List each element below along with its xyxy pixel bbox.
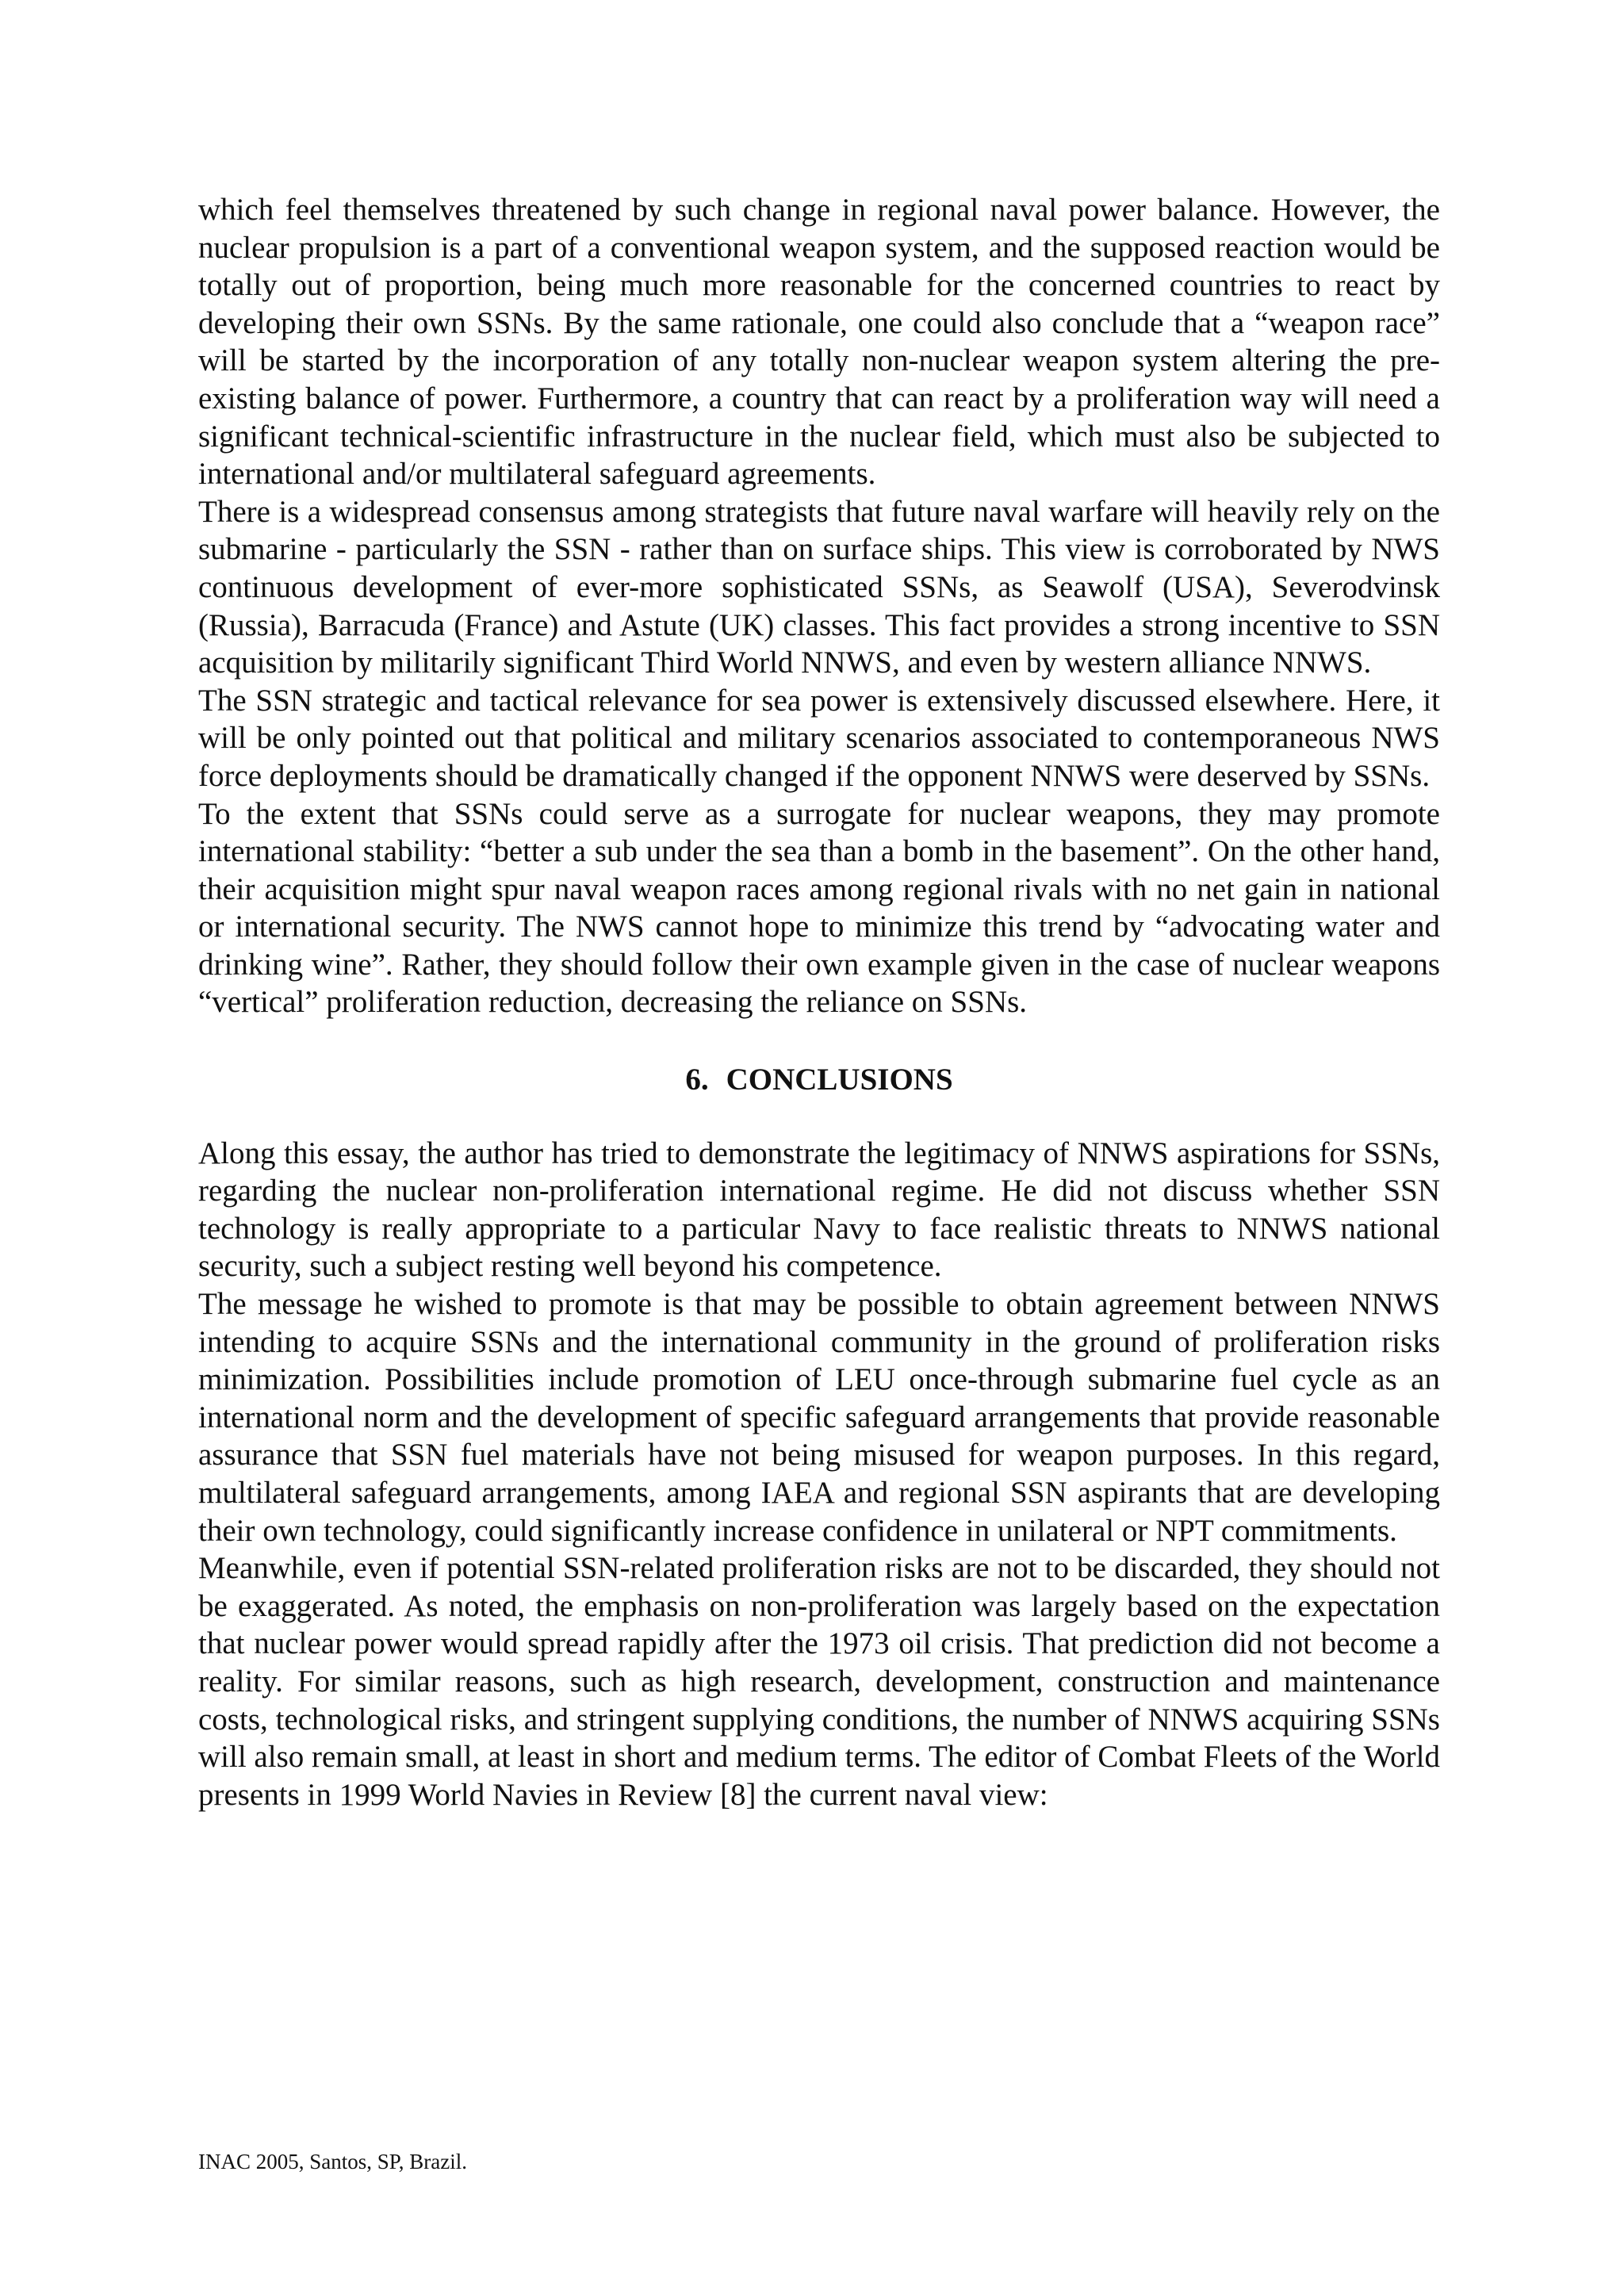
- paragraph-proliferation-risks: Meanwhile, even if potential SSN-related proliferation risks are not to be discarded, they should not be exaggerated. As noted, the emphasis on non-proliferation was largely based on the expectation that nuclear power would spread rapidly after the 1973 oil crisis. That prediction did not become a reality. For similar reasons, such as high research, development, construction and maintenance costs, technological risks, and stringent supplying conditions, the number of NNWS acquiring SSNs will also remain small, at least in short and medium terms. The editor of Combat Fleets of the World presents in 1999 World Navies in Review [8] the current naval view:: [198, 1551, 1440, 1812]
- paragraph-essay-summary: Along this essay, the author has tried to demonstrate the legitimacy of NNWS aspirations for SSNs, regarding the nuclear non-proliferation international regime. He did not discuss whether SSN technology is really appropriate to a particular Navy to face realistic threats to NNWS national security, such a subject resting well beyond his competence.: [198, 1136, 1440, 1284]
- section-title: CONCLUSIONS: [726, 1063, 953, 1097]
- paragraph-regional-balance: which feel themselves threatened by such change in regional naval power balance. However, the nuclear propulsion is a part of a conventional weapon system, and the supposed reaction would be totally out of proportion, being much more reasonable for the concerned countries to react by developing their own SSNs. By the same rationale, one could also conclude that a “weapon race” will be started by the incorporation of any totally non-nuclear weapon system altering the pre-existing balance of power. Furthermore, a country that can react by a proliferation way will need a significant technical-scientific infrastructure in the nuclear field, which must also be subjected to international and/or multilateral safeguard agreements.: [198, 193, 1440, 492]
- paragraph-surrogate-weapons: To the extent that SSNs could serve as a surrogate for nuclear weapons, they may promote international stability: “better a sub under the sea than a bomb in the basement”. On the other hand, their acquisition might spur naval weapon races among regional rivals with no net gain in national or international security. The NWS cannot hope to minimize this trend by “advocating water and drinking wine”. Rather, they should follow their own example given in the case of nuclear weapons “vertical” proliferation reduction, decreasing the reliance on SSNs.: [198, 796, 1440, 1020]
- paragraph-strategists-consensus: There is a widespread consensus among strategists that future naval warfare will heavily rely on the submarine - particularly the SSN - rather than on surface ships. This view is corroborated by NWS continuous development of ever-more sophisticated SSNs, as Seawolf (USA), Severodvinsk (Russia), Barracuda (France) and Astute (UK) classes. This fact provides a strong incentive to SSN acquisition by militarily significant Third World NNWS, and even by western alliance NNWS.: [198, 494, 1440, 680]
- paragraph-message: The message he wished to promote is that may be possible to obtain agreement between NNWS intending to acquire SSNs and the international community in the ground of proliferation risks minimization. Possibilities include promotion of LEU once-through submarine fuel cycle as an international norm and the development of specific safeguard arrangements that provide reasonable assurance that SSN fuel materials have not being misused for weapon purposes. In this regard, multilateral safeguard arrangements, among IAEA and regional SSN aspirants that are developing their own technology, could significantly increase confidence in unilateral or NPT commitments.: [198, 1287, 1440, 1548]
- body-text: [198, 191, 1440, 1813]
- section-heading: [198, 1061, 1440, 1099]
- section-number: 6.: [685, 1063, 709, 1097]
- page-footer: INAC 2005, Santos, SP, Brazil.: [198, 2150, 468, 2173]
- paragraph-ssn-relevance: The SSN strategic and tactical relevance for sea power is extensively discussed elsewhere. Here, it will be only pointed out that political and military scenarios associated to contemporaneous NWS force deployments should be dramatically changed if the opponent NNWS were deserved by SSNs.: [198, 683, 1440, 793]
